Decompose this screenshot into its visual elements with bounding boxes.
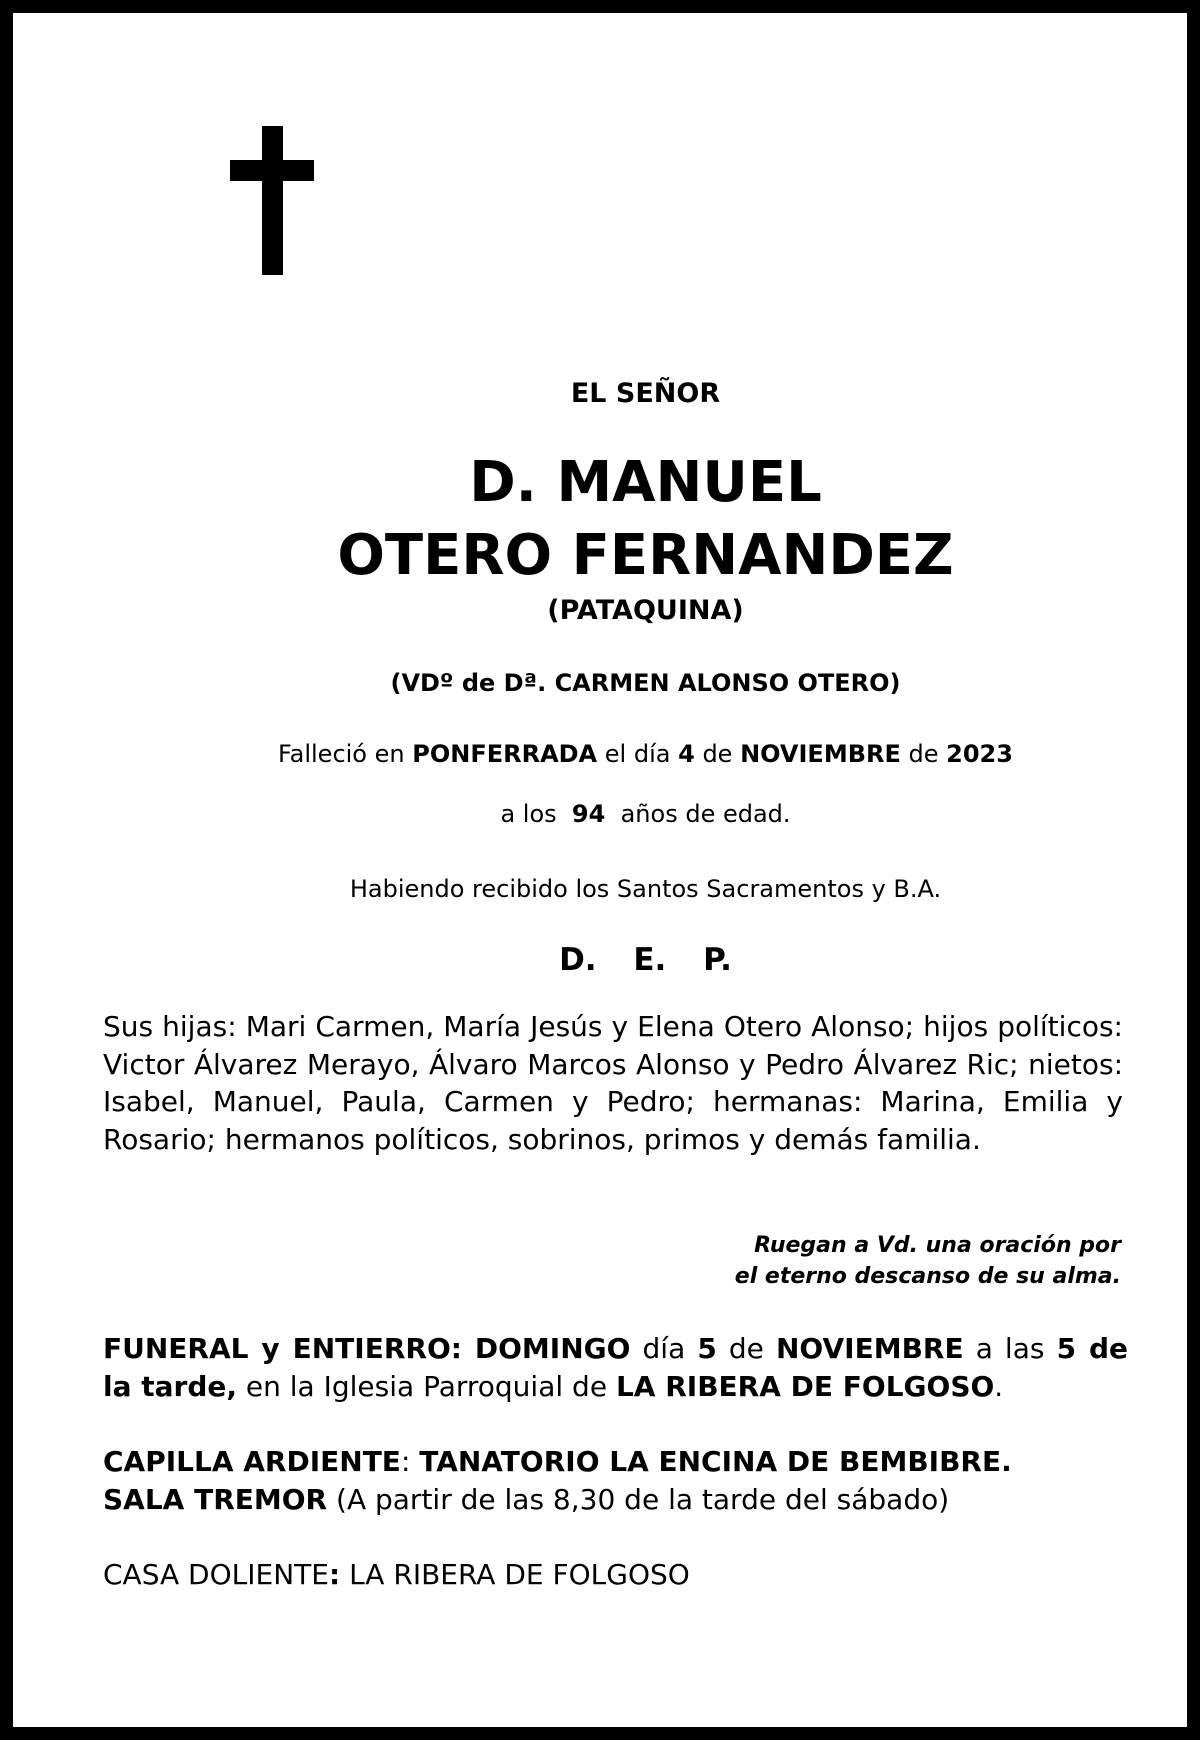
family-paragraph: Sus hijas: Mari Carmen, María Jesús y Elena Otero Alonso; hijos políticos: Victor Álvarez Merayo, Álvaro Marcos Alonso y Pedro Álvarez Ric; nietos: Isabel, Manuel, Paula, Carmen y Pedro; hermanas: Marina, Emilia y Rosario; hermanos políticos, sobrinos, primos y demás familia. (103, 1010, 1123, 1156)
home-label: CASA DOLIENTE (103, 1558, 329, 1591)
honorific: EL SEÑOR (570, 378, 721, 409)
funeral-month: NOVIEMBRE (776, 1332, 964, 1365)
death-text: Falleció en (278, 740, 405, 768)
death-place: PONFERRADA (412, 740, 598, 768)
chapel-schedule: (A partir de las 8,30 de la tarde del sábado) (336, 1483, 950, 1516)
cross-icon (230, 126, 314, 275)
funeral-paragraph (103, 1330, 1128, 1406)
chapel-line1 (103, 1445, 1012, 1478)
age-text: a los (500, 800, 557, 828)
death-text: de (702, 740, 733, 768)
death-year: 2023 (946, 740, 1013, 768)
chapel-room: SALA TREMOR (103, 1483, 328, 1516)
funeral-text: en la Iglesia Parroquial de (245, 1370, 608, 1403)
prayer-line2: el eterno descanso de su alma. (734, 1264, 1121, 1289)
age-notice (13, 800, 1200, 828)
deceased-name-line1: D. MANUEL (469, 450, 822, 515)
funeral-time: 5 de la tarde, (103, 1332, 1129, 1403)
chapel-line2 (103, 1483, 949, 1516)
death-month: NOVIEMBRE (740, 740, 901, 768)
funeral-text: de (728, 1332, 764, 1365)
funeral-text: día (642, 1332, 686, 1365)
funeral-text: . (994, 1370, 1004, 1403)
home-colon: : (328, 1558, 341, 1591)
chapel-colon: : (400, 1445, 411, 1478)
death-day: 4 (678, 740, 695, 768)
death-notice (13, 740, 1200, 768)
prayer-line1: Ruegan a Vd. una oración por (754, 1233, 1121, 1258)
nickname: (PATAQUINA) (547, 595, 744, 626)
death-text: de (908, 740, 939, 768)
age-value: 94 (571, 800, 606, 828)
funeral-text: a las (975, 1332, 1045, 1365)
deceased-name-line2: OTERO FERNANDEZ (337, 523, 954, 588)
death-text: el día (604, 740, 671, 768)
funeral-church-place: LA RIBERA DE FOLGOSO (615, 1370, 995, 1403)
chapel-place: TANATORIO LA ENCINA DE BEMBIBRE. (419, 1445, 1012, 1478)
funeral-day: 5 (697, 1332, 717, 1365)
home-line (103, 1558, 690, 1591)
chapel-label: CAPILLA ARDIENTE (103, 1445, 401, 1478)
dep-initials: D. E. P. (559, 942, 732, 978)
funeral-label: FUNERAL y ENTIERRO: DOMINGO (103, 1332, 631, 1365)
home-place: LA RIBERA DE FOLGOSO (349, 1558, 690, 1591)
age-text: años de edad. (620, 800, 791, 828)
sacraments-line: Habiendo recibido los Santos Sacramentos y B.A. (349, 875, 942, 903)
widow-of: (VDº de Dª. CARMEN ALONSO OTERO) (390, 669, 901, 697)
